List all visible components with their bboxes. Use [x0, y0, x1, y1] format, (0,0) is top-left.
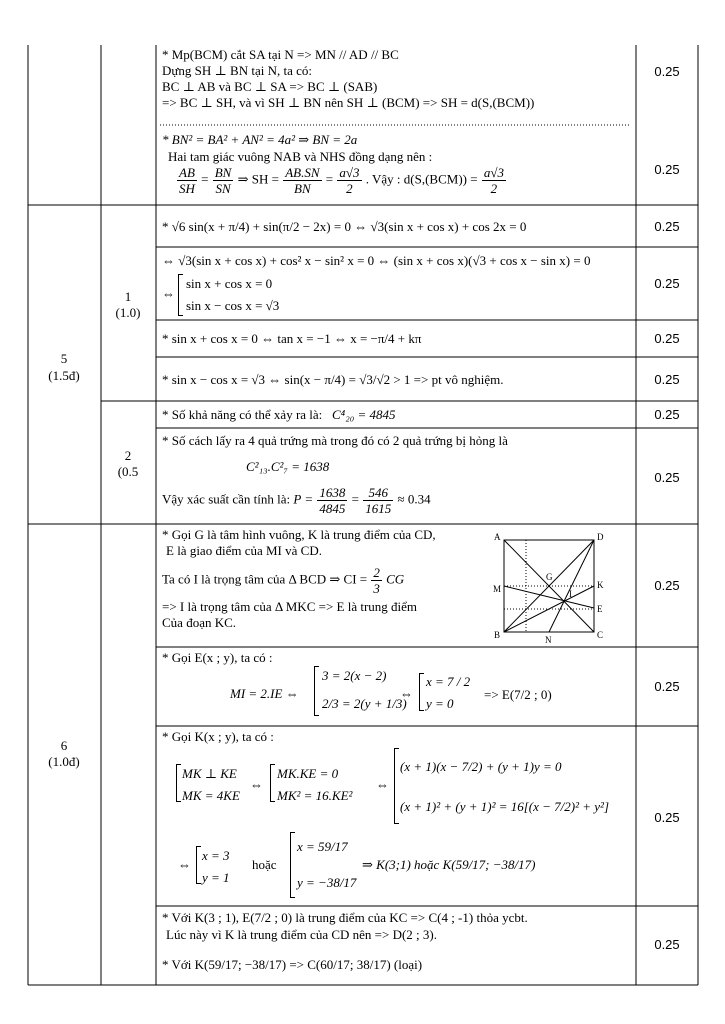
- score-1: 0.25: [654, 64, 680, 79]
- label-C: C: [597, 630, 604, 640]
- r9-line2: E là giao điểm của MI và CD.: [166, 543, 322, 558]
- r9-line4: => I là trọng tâm của Δ MKC => E là trung điểm: [162, 599, 418, 614]
- score-5: 0.25: [654, 331, 680, 346]
- r10-vector: MI = 2.IE ⇔: [230, 686, 299, 701]
- r11-d2: y = 1: [202, 870, 230, 885]
- r10-result: => E(7/2 ; 0): [484, 687, 552, 702]
- score-12: 0.25: [654, 937, 680, 952]
- r9-line3: Ta có I là trọng tâm của Δ BCD ⇒ CI = $\frac{2}{3}$ CG: [162, 565, 405, 596]
- r12-line3: * Với K(59/17; −38/17) => C(60/17; 38/17) (loại): [162, 957, 423, 972]
- r11-brace1: [176, 764, 181, 802]
- r12-line2: Lúc này vì K là trung điểm của CD nên => D(2 ; 3).: [166, 927, 437, 942]
- r11-a2: MK = 4KE: [182, 788, 240, 803]
- r10-sym: ⇔: [400, 686, 413, 701]
- q5-label: 5: [60, 351, 68, 366]
- q5-1-label: 1: [124, 289, 132, 304]
- r11-line1: * Gọi K(x ; y), ta có :: [162, 729, 274, 744]
- r2-line2: Hai tam giác vuông NAB và NHS đồng dạng nên :: [168, 149, 433, 164]
- q6-points: (1.0đ): [48, 754, 80, 769]
- score-6: 0.25: [654, 372, 680, 387]
- r11-result: ⇒ K(3;1) hoặc K(59/17; −38/17): [362, 857, 536, 872]
- label-D: D: [597, 532, 604, 542]
- r10-sys3: x = 7 / 2: [426, 674, 471, 689]
- r4-sym: ⇔: [162, 286, 175, 301]
- label-A: A: [494, 532, 501, 542]
- r11-e2: y = −38/17: [297, 875, 357, 890]
- label-B: B: [494, 630, 501, 640]
- r3-equation: * √6 sin(x + π/4) + sin(π/2 − 2x) = 0 ⇔ √3(sin x + cos x) + cos 2x = 0: [162, 219, 527, 234]
- r2-line1: * BN² = BA² + AN² = 4a² ⇒ BN = 2a: [162, 132, 358, 147]
- label-K: K: [597, 580, 604, 590]
- r10-line1: * Gọi E(x ; y), ta có :: [162, 650, 273, 665]
- r11-d1: x = 3: [202, 848, 230, 863]
- score-7: 0.25: [654, 407, 680, 422]
- r12-line1: * Với K(3 ; 1), E(7/2 ; 0) là trung điểm của KC => C(4 ; -1) thỏa ycbt.: [162, 910, 528, 925]
- r8-line1: * Số cách lấy ra 4 quả trứng mà trong đó có 2 quả trứng bị hỏng là: [162, 433, 508, 448]
- r11-sym2: ⇔: [376, 777, 389, 792]
- score-11: 0.25: [654, 810, 680, 825]
- r7-value: C⁴₂₀ = 4845: [332, 407, 396, 422]
- r4-line3: sin x − cos x = √3: [186, 298, 280, 313]
- r10-sys1: 3 = 2(x − 2): [322, 668, 387, 683]
- r8-line2: C²₁₃.C²₇ = 1638: [246, 459, 330, 474]
- r4-line1: ⇔ √3(sin x + cos x) + cos² x − sin² x = 0 ⇔ (sin x + cos x)(√3 + cos x − sin x) = 0: [162, 253, 591, 268]
- r4-bracket: [178, 274, 183, 316]
- r11-brace3: [394, 748, 399, 824]
- q5-2-label: 2: [124, 448, 132, 463]
- score-3: 0.25: [654, 219, 680, 234]
- r8-formula: Vậy xác suất cần tính là: P = $\frac{1638}{4845}$ = $\frac{546}{1615}$ ≈ 0.34: [162, 485, 431, 516]
- r11-hoac: hoặc: [252, 857, 277, 872]
- r11-sym1: ⇔: [250, 777, 263, 792]
- r10-sys4: y = 0: [426, 696, 454, 711]
- r7-line1: * Số khả năng có thể xảy ra là:: [162, 407, 323, 422]
- label-N: N: [545, 635, 552, 645]
- r11-c2: (x + 1)² + (y + 1)² = 16[(x − 7/2)² + y²]: [400, 799, 610, 814]
- score-4: 0.25: [654, 276, 680, 291]
- r2-formula: $\frac{AB}{SH}$ = $\frac{BN}{SN}$ ⇒ SH = $\frac{AB.SN}{BN}$ = $\frac{a√3}{2}$ . Vậy : d(S,(BCM)) = $\frac{a√3}{2}$: [179, 165, 504, 196]
- score-10: 0.25: [654, 679, 680, 694]
- q5-points: (1.5đ): [48, 368, 80, 383]
- r4-line2: sin x + cos x = 0: [186, 276, 273, 291]
- r6-equation: * sin x − cos x = √3 ⇔ sin(x − π/4) = √3/√2 > 1 => pt vô nghiệm.: [162, 372, 504, 387]
- r11-c1: (x + 1)(x − 7/2) + (y + 1)y = 0: [400, 759, 562, 774]
- r1-line4: => BC ⊥ SH, và vì SH ⊥ BN nên SH ⊥ (BCM) => SH = d(S,(BCM)): [162, 95, 535, 110]
- r1-line2: Dựng SH ⊥ BN tại N, ta có:: [162, 63, 312, 78]
- square-figure: [490, 530, 610, 648]
- r11-brace5: [290, 832, 295, 898]
- label-I: I: [569, 589, 572, 599]
- r10-brace2: [419, 673, 424, 711]
- label-M: M: [493, 584, 502, 594]
- q5-1-points: (1.0): [115, 305, 141, 320]
- r11-e1: x = 59/17: [297, 839, 348, 854]
- r9-line1: * Gọi G là tâm hình vuông, K là trung điểm của CD,: [162, 527, 436, 542]
- score-8: 0.25: [654, 470, 680, 485]
- q6-label: 6: [60, 738, 68, 753]
- label-G: G: [546, 572, 553, 582]
- r11-sym3: ⇔: [178, 857, 191, 872]
- score-2: 0.25: [654, 162, 680, 177]
- r11-b1: MK.KE = 0: [277, 766, 339, 781]
- r11-b2: MK² = 16.KE²: [277, 788, 353, 803]
- r11-brace2: [270, 764, 275, 802]
- r11-brace4: [196, 846, 201, 884]
- r9-line5: Của đoạn KC.: [162, 615, 237, 630]
- r10-brace1: [314, 666, 319, 716]
- r5-equation: * sin x + cos x = 0 ⇔ tan x = −1 ⇔ x = −π/4 + kπ: [162, 331, 422, 346]
- r1-line3: BC ⊥ AB và BC ⊥ SA => BC ⊥ (SAB): [162, 79, 378, 94]
- r1-line1: * Mp(BCM) cắt SA tại N => MN // AD // BC: [162, 47, 399, 62]
- q5-2-points: (0.5: [117, 464, 139, 479]
- label-E: E: [597, 604, 603, 614]
- r10-sys2: 2/3 = 2(y + 1/3): [322, 696, 407, 711]
- score-9: 0.25: [654, 578, 680, 593]
- r11-a1: MK ⊥ KE: [182, 766, 237, 781]
